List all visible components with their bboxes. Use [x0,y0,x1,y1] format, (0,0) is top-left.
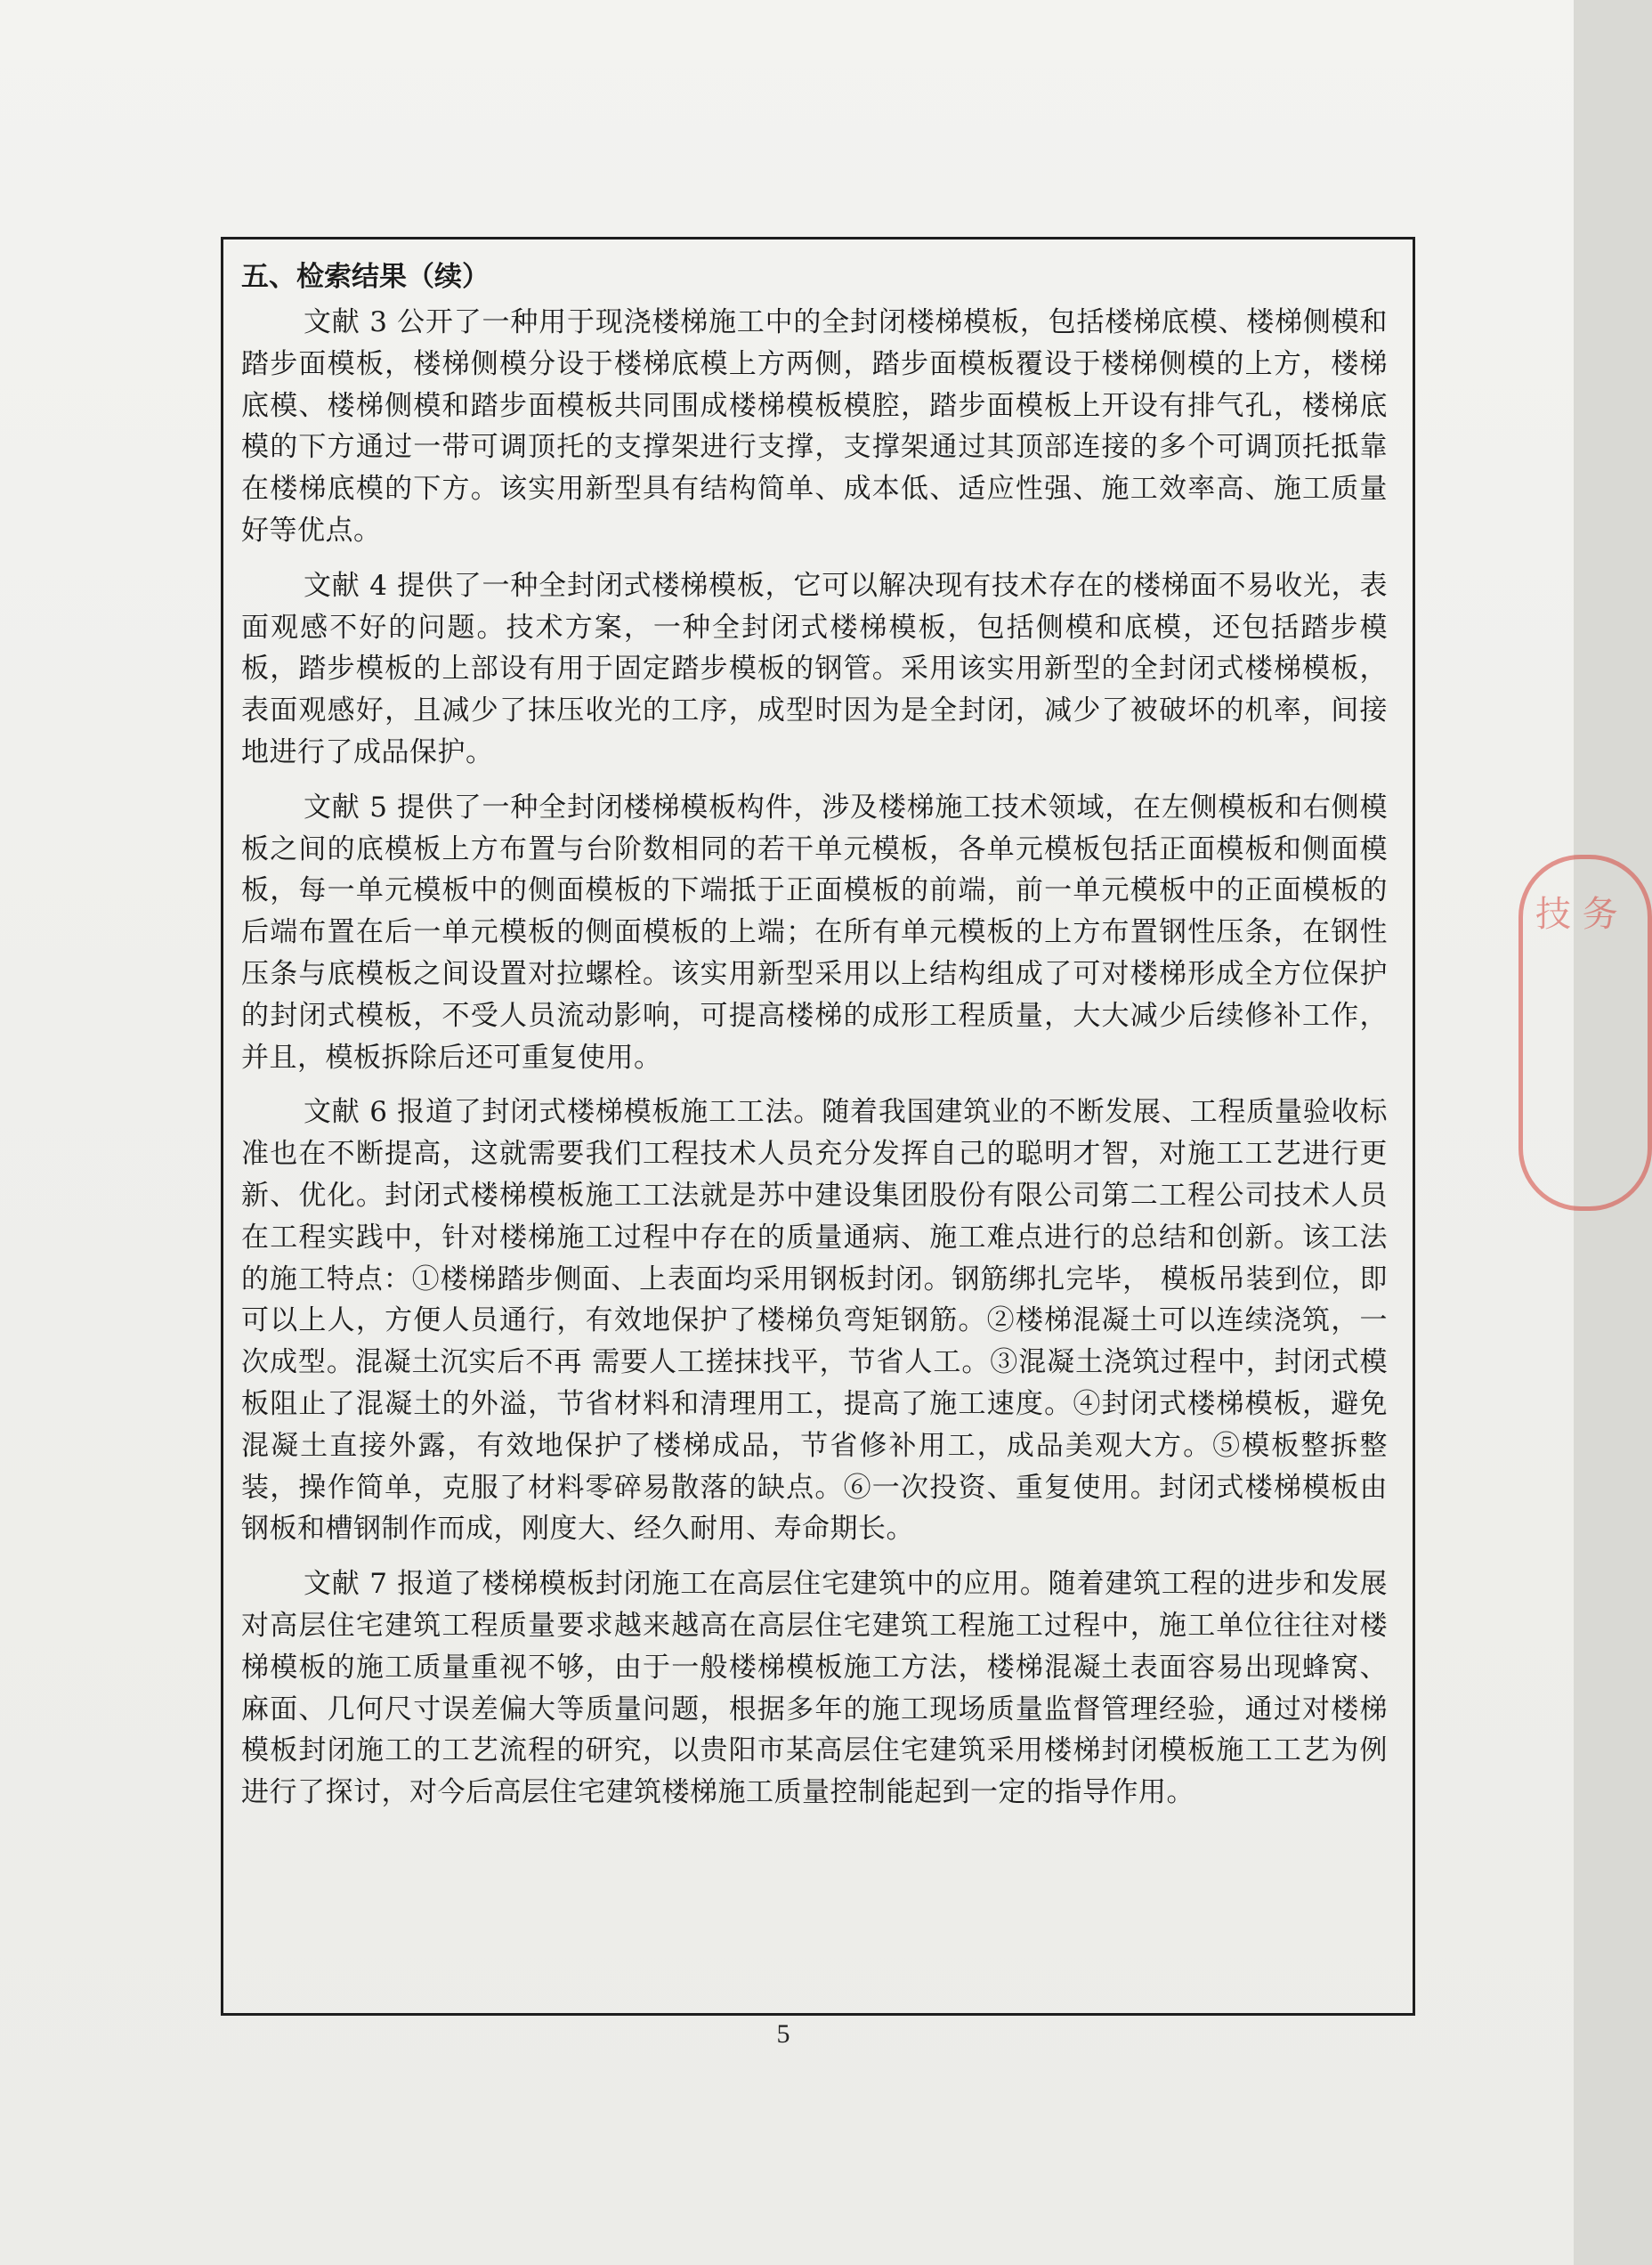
paragraph-reference-6: 文献 6 报道了封闭式楼梯模板施工工法。随着我国建筑业的不断发展、工程质量验收标准也在不断提高，这就需要我们工程技术人员充分发挥自己的聪明才智，对施工工艺进行更新、优化。封闭式楼梯模板施工工法就是苏中建设集团股份有限公司第二工程公司技术人员在工程实践中，针对楼梯施工过程中存在的质量通病、施工难点进行的总结和创新。该工法的施工特点：①楼梯踏步侧面、上表面均采用钢板封闭。钢筋绑扎完毕， 模板吊装到位，即可以上人，方便人员通行，有效地保护了楼梯负弯矩钢筋。②楼梯混凝土可以连续浇筑，一次成型。混凝土沉实后不再 需要人工搓抹找平，节省人工。③混凝土浇筑过程中，封闭式模板阻止了混凝土的外溢，节省材料和清理用工，提高了施工速度。④封闭式楼梯模板，避免混凝土直接外露，有效地保护了楼梯成品，节省修补用工，成品美观大方。⑤模板整拆整装，操作简单，克服了材料零碎易散落的缺点。⑥一次投资、重复使用。封闭式楼梯模板由钢板和槽钢制作而成，刚度大、经久耐用、寿命期长。 [241,1096,1388,1546]
red-seal-stamp: 技 务 [1518,855,1652,1211]
paragraph-reference-4: 文献 4 提供了一种全封闭式楼梯模板，它可以解决现有技术存在的楼梯面不易收光，表面观感不好的问题。技术方案，一种全封闭式楼梯模板，包括侧模和底模，还包括踏步模板，踏步模板的上部设有用于固定踏步模板的钢管。采用该实用新型的全封闭式楼梯模板，表面观感好，且减少了抹压收光的工序，成型时因为是全封闭，减少了被破坏的机率，间接地进行了成品保护。 [241,569,1388,768]
section-heading: 五、检索结果（续） [241,261,490,293]
content-frame [221,237,1415,2016]
paragraph-reference-5: 文献 5 提供了一种全封闭楼梯模板构件，涉及楼梯施工技术领域，在左侧模板和右侧模板之间的底模板上方布置与台阶数相同的若干单元模板，各单元模板包括正面模板和侧面模板，每一单元模板中的侧面模板的下端抵于正面模板的前端，前一单元模板中的正面模板的后端布置在后一单元模板的侧面模板的上端；在所有单元模板的上方布置钢性压条，在钢性压条与底模板之间设置对拉螺栓。该实用新型采用以上结构组成了可对楼梯形成全方位保护的封闭式模板，不受人员流动影响，可提高楼梯的成形工程质量，大大减少后续修补工作，并且，模板拆除后还可重复使用。 [241,791,1388,1074]
page-number: 5 [776,2019,790,2049]
paragraph-reference-7: 文献 7 报道了楼梯模板封闭施工在高层住宅建筑中的应用。随着建筑工程的进步和发展对高层住宅建筑工程质量要求越来越高在高层住宅建筑工程施工过程中，施工单位往往对楼梯模板的施工质量重视不够，由于一般楼梯模板施工方法，楼梯混凝土表面容易出现蜂窝、麻面、几何尺寸误差偏大等质量问题，根据多年的施工现场质量监督管理经验，通过对楼梯模板封闭施工的工艺流程的研究，以贵阳市某高层住宅建筑采用楼梯封闭模板施工工艺为例进行了探讨，对今后高层住宅建筑楼梯施工质量控制能起到一定的指导作用。 [241,1568,1388,1809]
paragraph-reference-3: 文献 3 公开了一种用于现浇楼梯施工中的全封闭楼梯模板，包括楼梯底模、楼梯侧模和踏步面模板，楼梯侧模分设于楼梯底模上方两侧，踏步面模板覆设于楼梯侧模的上方，楼梯底模、楼梯侧模和踏步面模板共同围成楼梯模板模腔，踏步面模板上开设有排气孔，楼梯底模的下方通过一带可调顶托的支撑架进行支撑，支撑架通过其顶部连接的多个可调顶托抵靠在楼梯底模的下方。该实用新型具有结构简单、成本低、适应性强、施工效率高、施工质量好等优点。 [241,306,1388,547]
